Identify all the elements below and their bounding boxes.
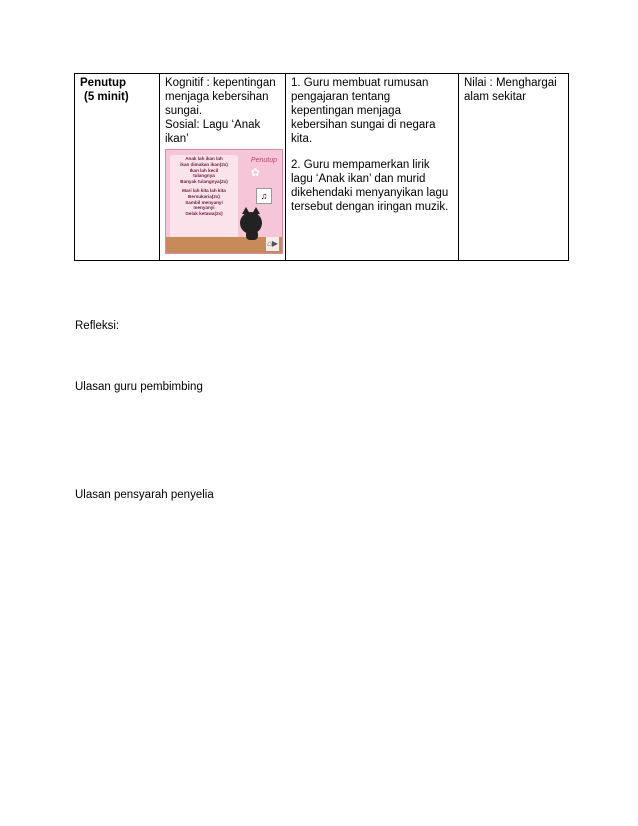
activities-cell (286, 74, 459, 261)
objective-line: sungai. (165, 105, 203, 117)
activity-line: 2. Guru mempamerkan lirik (291, 159, 430, 171)
cat-body (246, 230, 258, 240)
objective-line: Sosial: Lagu ‘Anak (165, 119, 261, 131)
activity-line: 1. Guru membuat rumusan (291, 77, 429, 89)
lecturer-comment-heading: Ulasan pensyarah penyelia (75, 489, 214, 501)
slide-floor (166, 237, 282, 253)
table-row (75, 74, 569, 261)
activity-line: kita. (291, 133, 313, 145)
values-cell (459, 74, 569, 261)
objectives-cell (160, 74, 286, 261)
stage-duration: (5 minit) (84, 91, 129, 103)
objective-line: menjaga kebersihan (165, 91, 269, 103)
song-lyrics-slide-image (165, 149, 283, 254)
lyrics-text: Anak lah ikan lah ikan dimakan ikan(2x) Ikan lah kecil tulangnya Banyak tulangnya(2x) Mari lah kita lah kita Bersukaria(2x) Sambil menyanyi menyanyi Gelak ketawa(2x) (180, 156, 228, 217)
reflection-heading: Refleksi: (75, 320, 120, 332)
flower-icon: ✿ (250, 167, 260, 179)
activity-line: pengajaran tentang (291, 91, 391, 103)
music-note-icon: ♫ (256, 188, 272, 204)
objective-line: ikan’ (165, 133, 189, 145)
value-line: alam sekitar (464, 91, 526, 103)
mentor-comment-heading: Ulasan guru pembimbing (75, 381, 203, 393)
slide-title: Penutup (250, 157, 277, 164)
activity-line: lagu ‘Anak ikan’ dan murid (291, 173, 426, 185)
value-line: Nilai : Menghargai (464, 77, 557, 89)
objective-line: Kognitif : kepentingan (165, 77, 276, 89)
lesson-plan-table (74, 73, 569, 261)
activity-line: kepentingan menjaga (291, 105, 401, 117)
activity-line: dikehendaki menyanyikan lagu (291, 187, 449, 199)
activity-line: tersebut dengan iringan muzik. (291, 201, 449, 213)
stage-cell (75, 74, 160, 261)
stage-name: Penutup (80, 77, 126, 89)
activity-line: kebersihan sungai di negara (291, 119, 436, 131)
slide-nav-arrows-icon: ⌂▶ (266, 237, 279, 251)
